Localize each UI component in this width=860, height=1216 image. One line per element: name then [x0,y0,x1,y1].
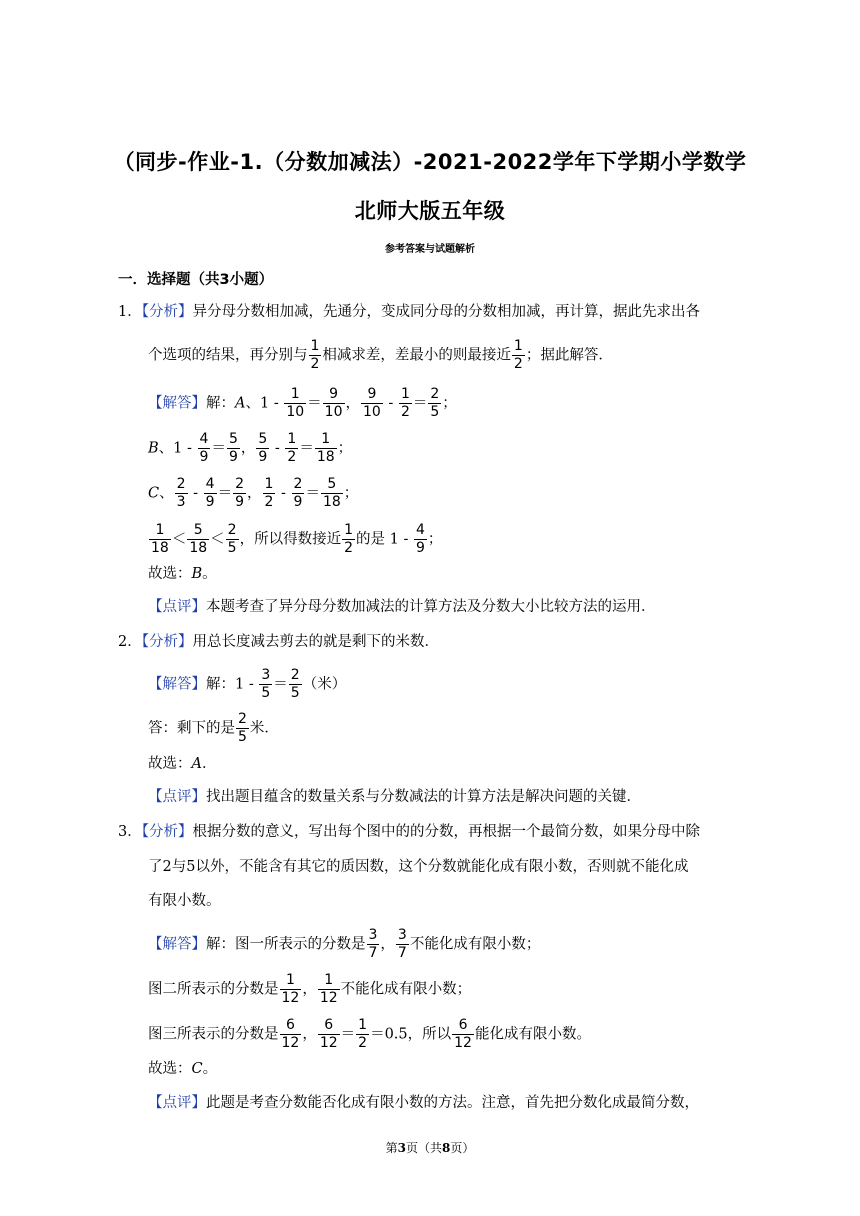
fraction: $\frac{4}{9}$ [415,522,425,556]
fraction: $\frac{3}{7}$ [397,927,407,961]
q3-analysis-line1: 3．【分析】根据分数的意义，写出每个图中的的分数，再根据一个最简分数，如果分母中除 [118,824,700,840]
fraction: $\frac{9}{10}$ [363,386,381,420]
q3-analysis-line3: 有限小数。 [148,893,221,909]
q2-choice: 故选：A． [148,756,217,772]
doc-subtitle: 参考答案与试题解析 [385,244,475,255]
q2-solution: 【解答】解：1 - $\frac{3}{5}$ ＝ $\frac{2}{5}$ （米） [148,667,347,701]
solution-tag: 【解答】 [148,395,206,412]
fraction: $\frac{5}{9}$ [258,431,268,465]
fraction: $\frac{4}{9}$ [199,431,209,465]
q3-solution-line2: 图二所表示的分数是 $\frac{1}{12}$ ， $\frac{1}{12}$ 不能化成有限小数； [148,972,472,1006]
fraction: $\frac{3}{5}$ [261,667,271,701]
fraction: $\frac{3}{7}$ [368,927,378,961]
q1-analysis-line2: 个选项的结果，再分别与 $\frac{1}{2}$ 相减求差，差最小的则最接近 $\frac{1}{2}$ ；据此解答． [148,338,613,372]
fraction: $\frac{1}{2}$ [264,476,274,510]
q1-solution-line-b: B、1 - $\frac{4}{9}$ ＝ $\frac{5}{9}$ ， $\frac{5}{9}$ - $\frac{1}{2}$ ＝ $\frac{1}{18}$ ； [148,431,353,465]
fraction: $\frac{1}{18}$ [151,522,169,556]
q3-solution-line3: 图三所表示的分数是 $\frac{6}{12}$ ， $\frac{6}{12}$ ＝ $\frac{1}{2}$ ＝0.5，所以 $\frac{6}{12}$ 能化成有限小数。 [148,1017,591,1051]
q1-analysis-line1: 1．【分析】异分母分数相加减，先通分，变成同分母的分数相加减，再计算，据此先求出各 [118,304,700,320]
q1-choice: 故选：B。 [148,566,217,582]
fraction: $\frac{2}{5}$ [227,522,237,556]
q1-solution-line-a: 【解答】解：A、1 - $\frac{1}{10}$ ＝ $\frac{9}{10}$ ， $\frac{9}{10}$ - $\frac{1}{2}$ ＝ $\frac{2}{5}$ ； [148,386,457,420]
fraction: $\frac{1}{18}$ [316,431,335,465]
fraction: $\frac{1}{12}$ [281,972,300,1006]
section-heading: 一．选择题（共3小题） [118,272,274,288]
fraction: $\frac{2}{5}$ [430,386,440,420]
fraction: $\frac{2}{9}$ [293,476,303,510]
fraction: $\frac{2}{3}$ [176,476,186,510]
fraction: $\frac{6}{12}$ [319,1017,338,1051]
review-tag: 【点评】 [148,599,206,615]
q3-analysis-line2: 了2与5以外，不能含有其它的质因数，这个分数就能化成有限小数，否则就不能化成 [148,859,689,875]
fraction: $\frac{2}{5}$ [238,711,247,745]
fraction: $\frac{1}{10}$ [286,386,305,420]
fraction: $\frac{5}{18}$ [189,522,208,556]
q2-analysis: 2．【分析】用总长度减去剪去的就是剩下的米数． [118,634,439,650]
fraction: $\frac{6}{12}$ [281,1017,300,1051]
fraction: $\frac{1}{2}$ [287,431,297,465]
q1-solution-compare: $\frac{1}{18}$ ＜ $\frac{5}{18}$ ＜ $\frac{2}{5}$ ，所以得数接近 $\frac{1}{2}$ 的是 1 - $\frac{4}{9}$ ； [151,522,443,556]
q3-choice: 故选：C。 [148,1061,218,1077]
fraction: $\frac{4}{9}$ [205,476,215,510]
page-total: 8 [442,1141,451,1155]
q2-review: 【点评】找出题目蕴含的数量关系与分数减法的计算方法是解决问题的关键． [148,789,641,805]
page-number: 3 [397,1141,406,1155]
page-footer: 第3页（共8页） [385,1141,475,1155]
fraction: $\frac{1}{2}$ [400,386,410,420]
fraction: $\frac{5}{18}$ [322,476,341,510]
q2-answer: 答：剩下的是 $\frac{2}{5}$ 米． [148,711,279,745]
fraction: $\frac{5}{9}$ [228,431,238,465]
fraction: $\frac{9}{10}$ [324,386,343,420]
analysis-tag: 【分析】 [141,304,193,320]
fraction: $\frac{1}{2}$ [310,338,320,372]
fraction: $\frac{2}{5}$ [290,667,300,701]
doc-title-line1: （同步-作业-1.（分数加减法）-2021-2022学年下学期小学数学 [113,150,747,174]
fraction: $\frac{1}{2}$ [513,338,523,372]
q3-solution-line1: 【解答】解：图一所表示的分数是 $\frac{3}{7}$ ， $\frac{3}{7}$ 不能化成有限小数； [148,927,541,961]
fraction: $\frac{1}{2}$ [344,522,353,556]
q3-review: 【点评】此题是考查分数能否化成有限小数的方法。注意，首先把分数化成最简分数， [148,1095,699,1111]
fraction: $\frac{1}{2}$ [358,1017,368,1051]
doc-title-line2: 北师大版五年级 [354,199,506,223]
fraction: $\frac{2}{9}$ [235,476,244,510]
fraction: $\frac{1}{12}$ [319,972,338,1006]
fraction: $\frac{6}{12}$ [454,1017,472,1051]
q1-solution-line-c: C、 $\frac{2}{3}$ - $\frac{4}{9}$ ＝ $\frac{2}{9}$ ， $\frac{1}{2}$ - $\frac{2}{9}$ ＝ $\frac{5}{18}$ ； [148,476,359,510]
q1-review: 【点评】本题考查了异分母分数加减法的计算方法及分数大小比较方法的运用． [148,599,656,615]
